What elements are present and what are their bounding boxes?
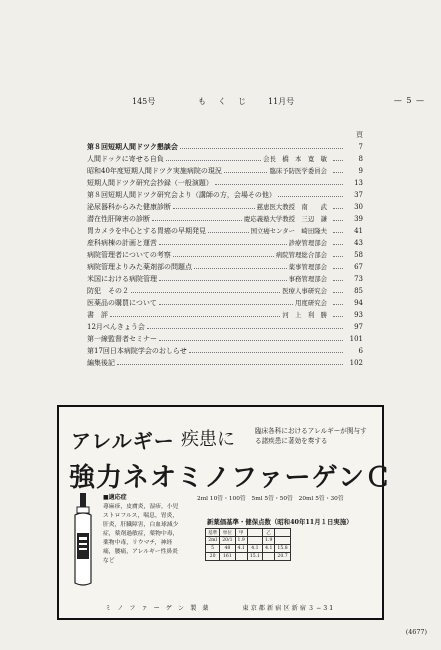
toc-title: 人間ドックに寄せる自負 [87, 155, 164, 163]
toc-title: 医薬品の購買について [87, 299, 157, 307]
toc-page: 8 [358, 155, 363, 163]
price-row [206, 545, 291, 553]
price-cell: 1.9 [235, 537, 247, 545]
table-of-contents [87, 141, 363, 369]
price-row [206, 553, 291, 561]
toc-title: 12月べんきょう会 [87, 323, 145, 331]
ad-brand-name: 強力ネオミノファーゲンＣ [69, 463, 392, 493]
toc-page: 43 [354, 239, 363, 247]
price-cell: 単位 [220, 529, 235, 537]
price-cell [275, 537, 290, 545]
toc-page: 67 [354, 263, 363, 271]
page-code: (4677) [405, 628, 427, 636]
toc-author: 河 上 利 勝 [282, 311, 327, 319]
toc-entry [87, 297, 363, 309]
toc-leader [215, 184, 343, 185]
indications-title: ■適応症 [103, 494, 127, 501]
toc-leader [173, 208, 255, 209]
ad-headline-suffix: 疾患に [181, 429, 235, 450]
toc-author: 国立癌センター 崎田隆夫 [250, 227, 327, 235]
advertisement [57, 405, 392, 620]
toc-page: 37 [354, 191, 363, 199]
company-address: 東京都新宿区新宿３−31 [242, 605, 336, 612]
toc-leader [333, 172, 343, 173]
toc-leader [208, 232, 249, 233]
toc-entry [87, 153, 363, 165]
toc-author: 診療管理部会 [288, 239, 327, 247]
toc-entry [87, 189, 363, 201]
toc-entry [87, 285, 363, 297]
toc-author: 慈恵医大教授 南 武 [256, 203, 327, 211]
toc-page: 73 [354, 275, 363, 283]
price-cell: 1.9 [263, 537, 275, 545]
company-name: ミ ノ フ ァ ー ゲ ン 製 薬 [105, 605, 211, 612]
price-cell: 20.7 [275, 553, 290, 561]
toc-entry [87, 141, 363, 153]
toc-title: 胃カメラを中心とする胃癌の早期発見 [87, 227, 206, 235]
toc-leader [180, 148, 343, 149]
toc-author: 用度研究会 [295, 299, 327, 307]
toc-title: 第一線監督者セミナー [87, 335, 157, 343]
price-cell: 基準 [206, 529, 220, 537]
toc-leader [117, 364, 343, 365]
toc-title: 書 評 [87, 311, 108, 319]
price-cell: 4.1 [247, 545, 262, 553]
toc-page: 93 [354, 311, 363, 319]
toc-leader [333, 160, 343, 161]
toc-author: 医療人事研究会 [282, 287, 327, 295]
toc-leader [333, 292, 343, 293]
toc-title: 防犯 その２ [87, 287, 129, 295]
toc-leader [333, 244, 343, 245]
toc-entry [87, 357, 363, 369]
toc-leader [159, 280, 287, 281]
toc-leader [224, 172, 268, 173]
toc-entry [87, 273, 363, 285]
price-cell [263, 553, 275, 561]
toc-entry [87, 225, 363, 237]
toc-page: 6 [358, 347, 363, 355]
toc-leader [166, 160, 261, 161]
toc-title: 第８回短期人間ドツク研究会より（講師の方，会場その他） [87, 191, 276, 199]
price-cell: 4.1 [263, 545, 275, 553]
toc-title: 泌尿器科からみた健康診断 [87, 203, 171, 211]
price-row [206, 529, 291, 537]
indications-text: 蕁麻疹，皮膚炎，湿疹，小児ストロフルス，喘息，胃炎，肝炎，肝臓障害，白血球減少症，薬剤過敏症，薬物中毒，薬物中毒，リウマチ，神経痛，腰痛，アレルギー性鼻炎など [103, 504, 179, 564]
toc-author: 会長 橋 本 寛 敏 [263, 155, 327, 163]
toc-page: 39 [354, 215, 363, 223]
toc-page: 97 [354, 323, 363, 331]
toc-leader [173, 256, 274, 257]
toc-leader [159, 244, 287, 245]
toc-leader [131, 292, 280, 293]
toc-author: 薬事管理部会 [288, 263, 327, 271]
toc-title: 病院管理よりみた薬剤部の問題点 [87, 263, 192, 271]
price-cell: 2ml [206, 537, 220, 545]
toc-entry [87, 237, 363, 249]
toc-entry [87, 249, 363, 261]
ad-indications [103, 493, 183, 566]
ad-package-forms: 2ml 10管・100管 5ml 5管・50管 20ml 5管・30管 [197, 496, 344, 502]
toc-title: 第８回短期人間ドツク懇談会 [87, 142, 178, 151]
ad-description: 臨床各科におけるアレルギーが関与する諸疾患に著効を奏する [255, 427, 367, 445]
toc-leader [333, 208, 343, 209]
toc-title: 潜在性肝障害の診断 [87, 215, 150, 223]
issue-number: 145号 [132, 97, 156, 106]
ad-footer [105, 603, 363, 612]
toc-page: 101 [349, 335, 363, 343]
toc-leader [110, 316, 280, 317]
toc-title: 産科病棟の計画と運営 [87, 239, 157, 247]
price-table [205, 528, 291, 561]
toc-leader [333, 316, 343, 317]
toc-page: 13 [354, 179, 363, 187]
toc-page: 9 [358, 167, 363, 175]
toc-leader [147, 328, 343, 329]
toc-leader [333, 268, 343, 269]
price-row [206, 537, 291, 545]
toc-page: 41 [354, 227, 363, 235]
toc-entry [87, 309, 363, 321]
ampoule-icon [69, 491, 99, 589]
price-cell [275, 529, 290, 537]
toc-leader [333, 280, 343, 281]
price-title: 新薬価基準・健保点数（昭和40年11月１日実施） [207, 518, 353, 526]
toc-entry [87, 213, 363, 225]
price-cell: 15.1 [247, 553, 262, 561]
page-number: — 5 — [393, 96, 425, 105]
price-cell: 20 [206, 553, 220, 561]
toc-entry [87, 177, 363, 189]
toc-leader [333, 232, 343, 233]
toc-page: 7 [358, 143, 363, 151]
toc-title: 短期人間ドツク研究会抄録（一般演題） [87, 179, 213, 187]
toc-leader [159, 304, 293, 305]
page-column-label: 頁 [356, 131, 363, 139]
toc-leader [189, 352, 343, 353]
contents-title: も く じ [198, 97, 248, 106]
price-cell: 乙 [263, 529, 275, 537]
toc-page: 58 [354, 251, 363, 259]
toc-title: 昭和40年度短期人間ドツク実施病院の現況 [87, 167, 222, 175]
toc-page: 85 [354, 287, 363, 295]
toc-leader [333, 256, 343, 257]
toc-author: 病院管理総合部会 [275, 251, 327, 259]
toc-page: 30 [354, 203, 363, 211]
price-cell: 48 [220, 545, 235, 553]
toc-title: 米国における病院管理 [87, 275, 157, 283]
price-cell: 20/1 [220, 537, 235, 545]
toc-entry [87, 165, 363, 177]
price-cell: 甲 [235, 529, 247, 537]
toc-leader [194, 268, 287, 269]
toc-leader [159, 340, 343, 341]
price-cell: 161 [220, 553, 235, 561]
toc-entry [87, 333, 363, 345]
toc-author: 臨床予防医学委員会 [269, 167, 327, 175]
toc-title: 病院管理者についての考察 [87, 251, 171, 259]
toc-leader [278, 196, 343, 197]
toc-leader [333, 304, 343, 305]
price-cell [247, 537, 262, 545]
toc-title: 第17回日本病院学会のおしらせ [87, 347, 187, 355]
toc-page: 94 [354, 299, 363, 307]
toc-author: 事務管理部会 [288, 275, 327, 283]
price-cell: 5 [206, 545, 220, 553]
price-cell [235, 553, 247, 561]
month-issue: 11月号 [268, 97, 295, 106]
toc-entry [87, 201, 363, 213]
toc-entry [87, 345, 363, 357]
ad-headline: アレルギー [71, 429, 175, 453]
price-cell: 4.1 [235, 545, 247, 553]
toc-entry [87, 261, 363, 273]
toc-page: 102 [349, 359, 363, 367]
toc-author: 慶応義塾大学教授 三辺 謙 [243, 215, 327, 223]
toc-leader [333, 220, 343, 221]
toc-entry [87, 321, 363, 333]
toc-leader [152, 220, 242, 221]
toc-title: 編集後記 [87, 359, 115, 367]
price-cell: 15.8 [275, 545, 290, 553]
price-cell [247, 529, 262, 537]
